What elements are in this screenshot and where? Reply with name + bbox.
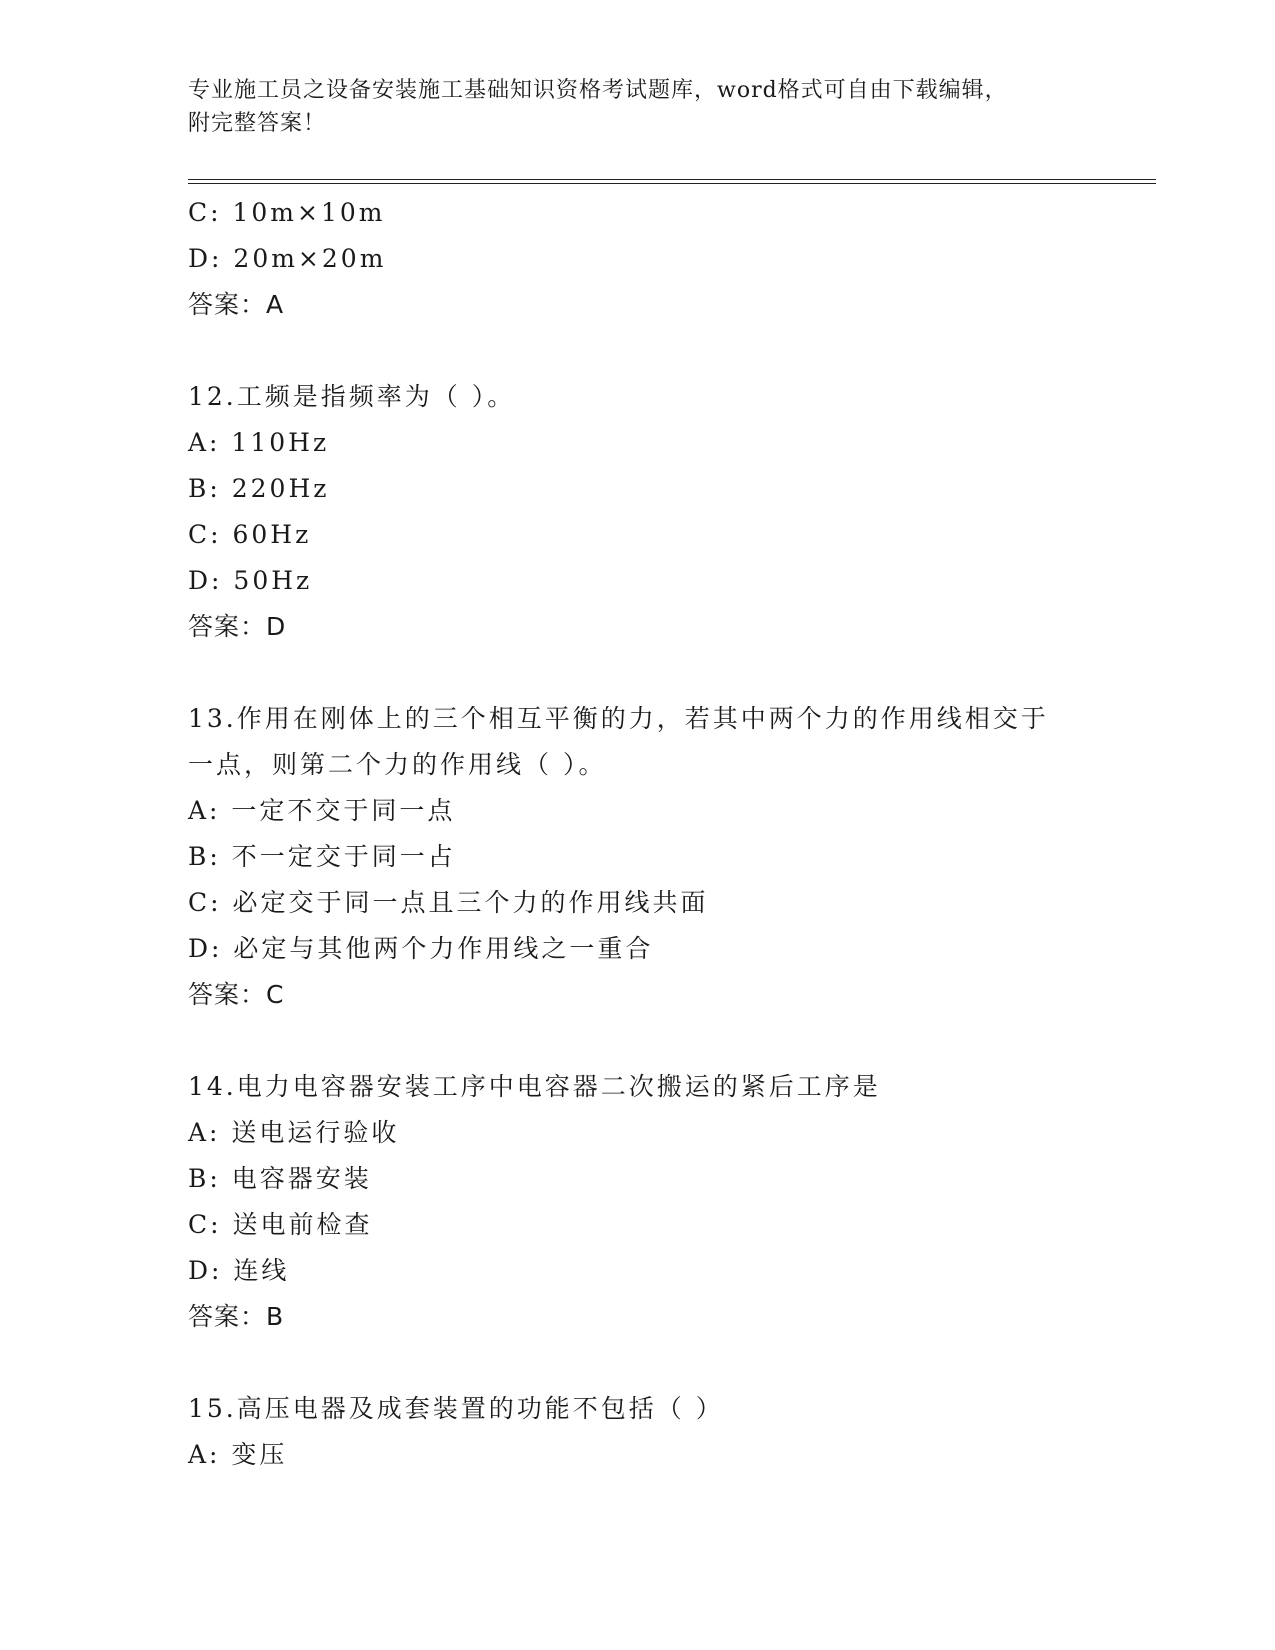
option-b: B: 220Hz bbox=[188, 474, 330, 503]
option-a: A: 变压 bbox=[188, 1440, 288, 1469]
option-a: A: 送电运行验收 bbox=[188, 1118, 400, 1147]
option-a: A: 110Hz bbox=[188, 428, 330, 457]
option-a: A: 一定不交于同一点 bbox=[188, 796, 456, 825]
option-d: D: 50Hz bbox=[188, 566, 313, 595]
question-gap bbox=[188, 328, 1108, 374]
question-stem-line-1: 13.作用在刚体上的三个相互平衡的力，若其中两个力的作用线相交于 bbox=[188, 704, 1049, 733]
question-gap bbox=[188, 1340, 1108, 1386]
answer-line: 答案：A bbox=[188, 290, 285, 319]
option-d: D: 20m×20m bbox=[188, 244, 387, 273]
question-11-tail bbox=[188, 190, 1108, 328]
document-header bbox=[188, 74, 1088, 140]
question-stem: 15.高压电器及成套装置的功能不包括（ ） bbox=[188, 1394, 724, 1423]
header-line-2: 附完整答案！ bbox=[188, 111, 327, 136]
answer-line: 答案：B bbox=[188, 1302, 285, 1331]
question-14 bbox=[188, 1064, 1108, 1340]
option-c: C: 送电前检查 bbox=[188, 1210, 373, 1239]
answer-line: 答案：D bbox=[188, 612, 287, 641]
header-line-1: 专业施工员之设备安装施工基础知识资格考试题库，word格式可自由下载编辑， bbox=[188, 78, 1008, 103]
option-b: B: 不一定交于同一占 bbox=[188, 842, 456, 871]
header-rule-top bbox=[188, 179, 1156, 180]
question-list bbox=[188, 190, 1108, 1478]
option-c: C: 必定交于同一点且三个力的作用线共面 bbox=[188, 888, 709, 917]
option-b: B: 电容器安装 bbox=[188, 1164, 372, 1193]
option-c: C: 10m×10m bbox=[188, 198, 386, 227]
question-gap bbox=[188, 650, 1108, 696]
option-c: C: 60Hz bbox=[188, 520, 312, 549]
header-rule-bottom bbox=[188, 183, 1156, 184]
option-d: D: 必定与其他两个力作用线之一重合 bbox=[188, 934, 654, 963]
answer-line: 答案：C bbox=[188, 980, 285, 1009]
question-stem-line-2: 一点，则第二个力的作用线（ ）。 bbox=[188, 750, 607, 779]
question-stem: 12.工频是指频率为（ ）。 bbox=[188, 382, 516, 411]
option-d: D: 连线 bbox=[188, 1256, 290, 1285]
question-stem: 14.电力电容器安装工序中电容器二次搬运的紧后工序是 bbox=[188, 1072, 881, 1101]
question-15 bbox=[188, 1386, 1108, 1478]
question-gap bbox=[188, 1018, 1108, 1064]
question-12 bbox=[188, 374, 1108, 650]
question-13 bbox=[188, 696, 1108, 1018]
